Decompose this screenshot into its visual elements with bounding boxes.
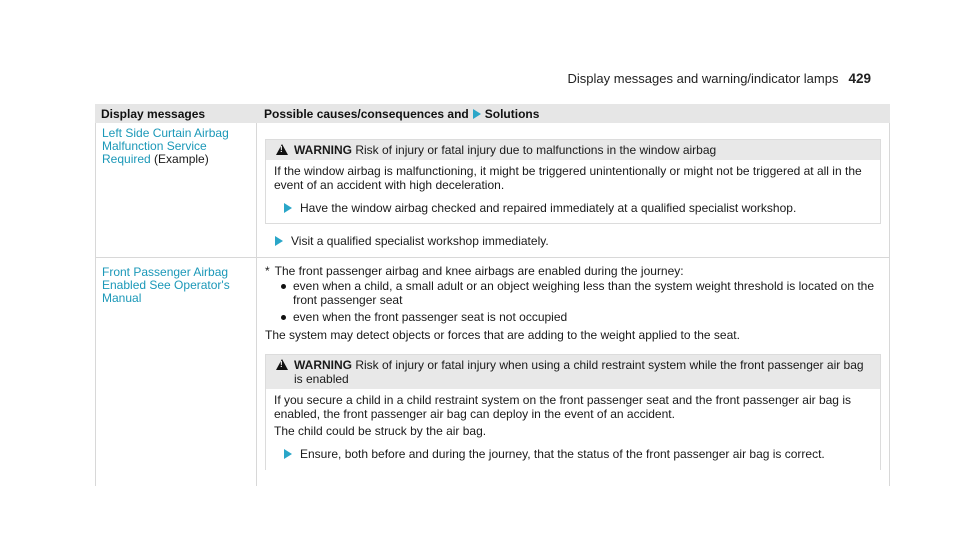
table-row	[95, 123, 890, 257]
warning-header	[266, 140, 880, 160]
footnote-mark: *	[265, 264, 270, 278]
warning-label: WARNING	[294, 358, 352, 372]
page-header	[568, 71, 872, 86]
table-row	[95, 257, 890, 486]
warning-body-text: If the window airbag is malfunctioning, it might be triggered unintentionally or might not be triggered at all in the event of an accident with high deceleration.	[274, 164, 862, 192]
warning-step-text: Ensure, both before and during the journey, that the status of the front passenger air bag is correct.	[300, 447, 825, 461]
play-arrow-icon	[275, 236, 283, 246]
table-header	[95, 104, 890, 123]
page-number: 429	[848, 71, 871, 86]
page-header-title: Display messages and warning/indicator lamps	[567, 71, 839, 86]
bullet-list	[281, 279, 881, 324]
list-item: even when the front passenger seat is not occupied	[281, 310, 881, 324]
warning-body-text: If you secure a child in a child restraint system on the front passenger seat and the front passenger air bag is enabled, the front passenger air bag can deploy in the event of an accident.	[274, 393, 851, 421]
warning-body-text-2: The child could be struck by the air bag.	[274, 424, 487, 438]
warning-label: WARNING	[294, 143, 352, 157]
solution-step-text: Visit a qualified specialist workshop immediately.	[291, 234, 549, 248]
play-arrow-icon	[473, 109, 481, 119]
play-arrow-icon	[284, 449, 292, 459]
footnote-text: The front passenger airbag and knee airbags are enabled during the journey:	[274, 264, 684, 278]
list-item: even when a child, a small adult or an object weighing less than the system weight threshold is located on the front passenger seat	[281, 279, 881, 307]
display-message-front-passenger-airbag[interactable]: Front Passenger Airbag Enabled See Operator's Manual	[102, 265, 230, 305]
causes-solutions-cell	[256, 258, 890, 486]
col-header-display-messages: Display messages	[101, 106, 206, 121]
col-header-causes-text: Possible causes/consequences and	[264, 106, 469, 121]
display-message-left-curtain-airbag[interactable]: Left Side Curtain Airbag Malfunction Service Required	[102, 126, 229, 166]
warning-step	[284, 201, 872, 215]
warning-step-text: Have the window airbag checked and repaired immediately at a qualified specialist workshop.	[300, 201, 797, 215]
warning-text: Risk of injury or fatal injury due to malfunctions in the window airbag	[355, 143, 717, 157]
warning-header	[266, 355, 880, 389]
display-message-cell	[95, 123, 256, 257]
causes-solutions-cell	[256, 123, 890, 257]
warning-triangle-icon	[276, 144, 288, 155]
warning-triangle-icon	[276, 359, 288, 370]
footnote	[265, 264, 881, 278]
warning-box	[265, 139, 881, 224]
warning-step	[284, 447, 872, 461]
display-message-cell	[95, 258, 256, 486]
warning-box	[265, 354, 881, 470]
messages-table	[95, 104, 890, 486]
solution-step	[275, 234, 881, 248]
warning-text: Risk of injury or fatal injury when using a child restraint system while the front passenger air bag is enabled	[294, 358, 864, 386]
play-arrow-icon	[284, 203, 292, 213]
example-note: (Example)	[154, 152, 209, 166]
paragraph: The system may detect objects or forces that are adding to the weight applied to the seat.	[265, 328, 740, 342]
warning-body	[266, 389, 880, 470]
warning-body	[266, 160, 880, 223]
col-header-solutions-text: Solutions	[484, 106, 540, 121]
col-header-causes-solutions	[256, 107, 890, 121]
